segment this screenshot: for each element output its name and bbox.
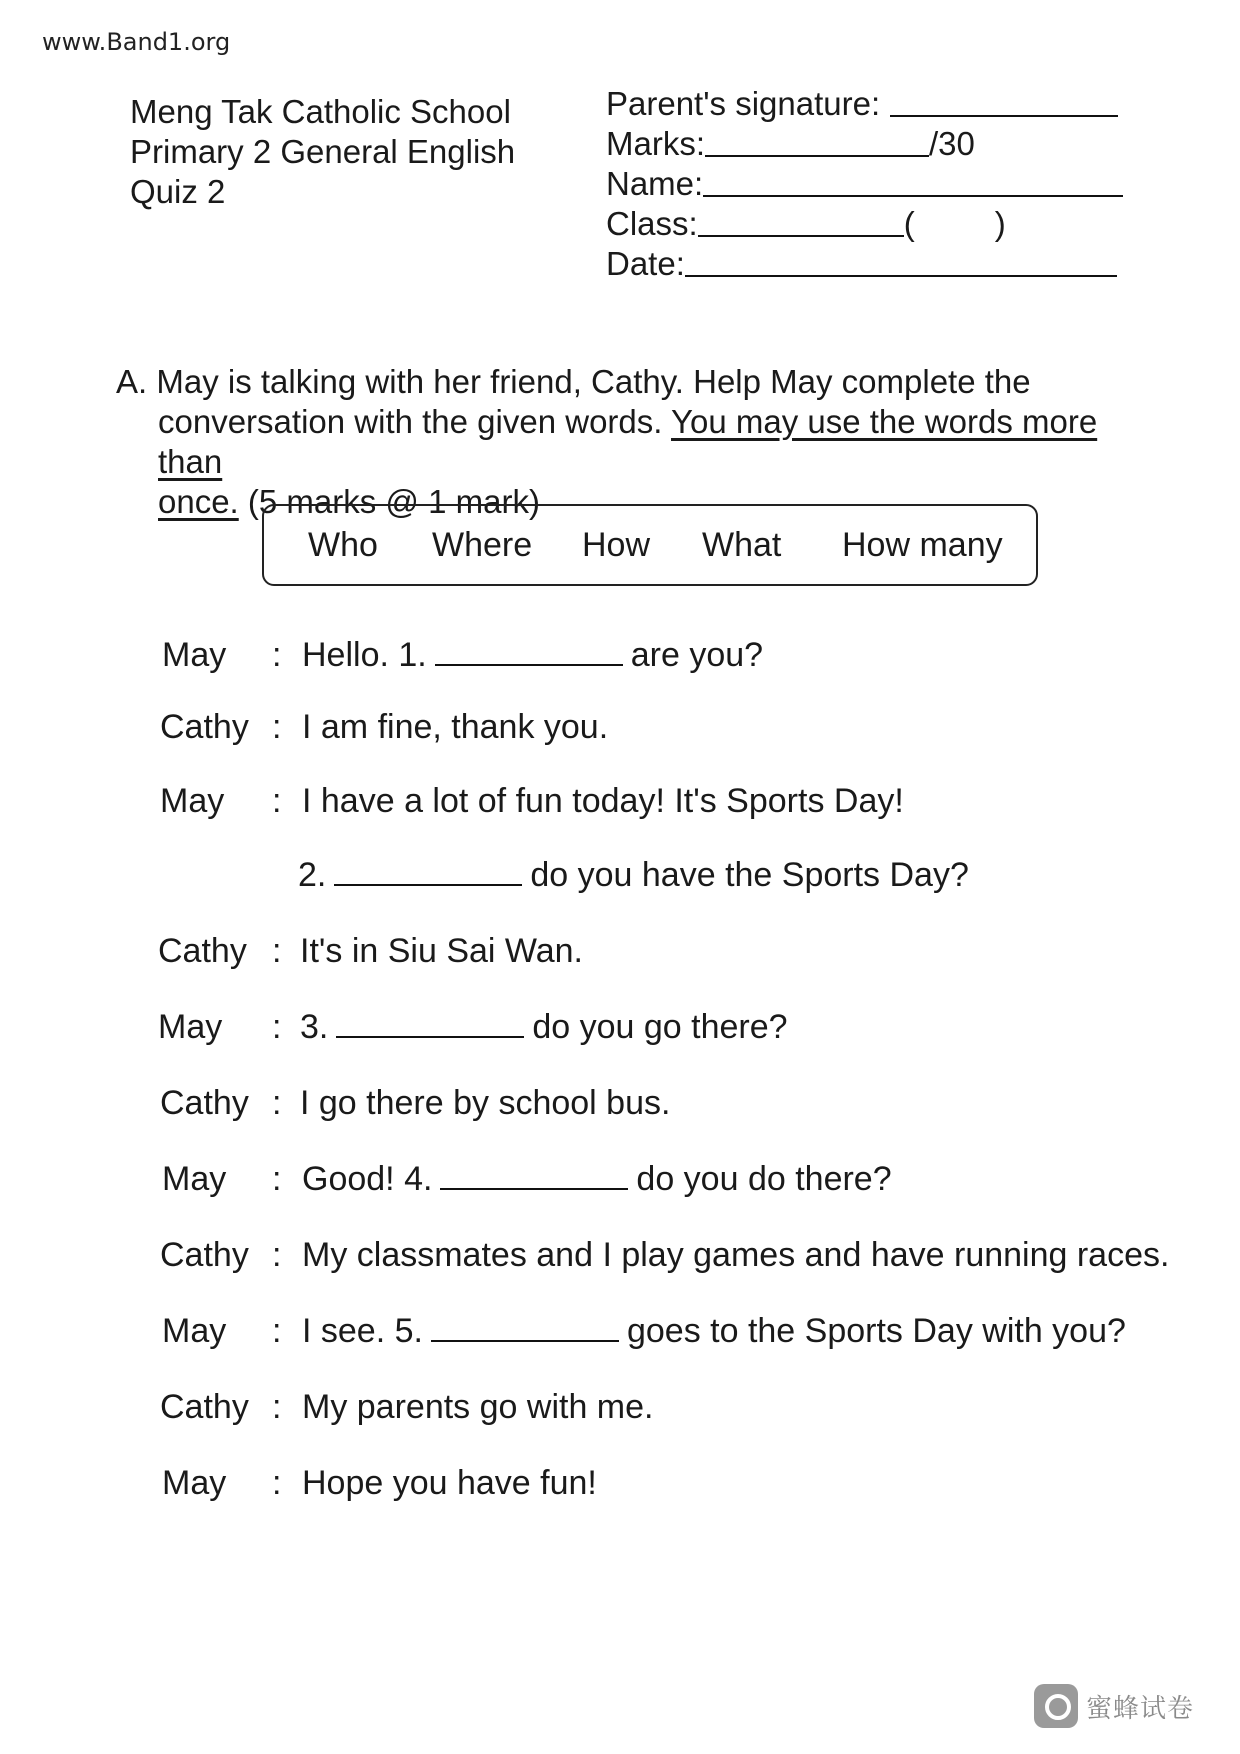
line-text: Hello. 1. bbox=[302, 636, 427, 674]
colon: : bbox=[272, 708, 282, 746]
line-text: are you? bbox=[630, 636, 764, 674]
speaker-name: May bbox=[158, 1008, 223, 1046]
speaker-name: May bbox=[162, 636, 227, 674]
line-text: do you do there? bbox=[636, 1160, 892, 1198]
dialogue-line-12: Hope you have fun! bbox=[302, 1464, 597, 1502]
section-a-instructions bbox=[116, 362, 1126, 522]
line-text: goes to the Sports Day with you? bbox=[626, 1312, 1126, 1350]
dialogue-line-6 bbox=[300, 1008, 788, 1047]
colon: : bbox=[272, 1464, 282, 1502]
colon: : bbox=[272, 932, 282, 970]
word-bank-item: Who bbox=[308, 526, 378, 564]
dialogue-line-8 bbox=[302, 1160, 892, 1199]
class-label: Class: bbox=[606, 205, 698, 242]
subject-name: Primary 2 General English bbox=[130, 133, 516, 170]
word-bank-item: Where bbox=[432, 526, 533, 564]
word-bank-item: How many bbox=[842, 526, 1003, 564]
speaker-name: Cathy bbox=[160, 1084, 249, 1122]
site-url: www.Band1.org bbox=[42, 28, 231, 56]
line-text: do you have the Sports Day? bbox=[530, 856, 969, 894]
class-blank[interactable] bbox=[698, 207, 904, 237]
line-text: 3. bbox=[300, 1008, 329, 1046]
speaker-name: May bbox=[160, 782, 225, 820]
dialogue-line-3: I have a lot of fun today! It's Sports Day! bbox=[302, 782, 904, 820]
colon: : bbox=[272, 1236, 282, 1274]
watermark-logo bbox=[1034, 1684, 1194, 1728]
date-label: Date: bbox=[606, 245, 685, 282]
instruction-text-2: conversation with the given words. bbox=[158, 403, 663, 440]
signature-label: Parent's signature: bbox=[606, 85, 881, 122]
dialogue-line-7: I go there by school bus. bbox=[300, 1084, 671, 1122]
instruction-line-2 bbox=[116, 402, 1126, 482]
speaker-name: May bbox=[162, 1160, 227, 1198]
class-row bbox=[606, 204, 1123, 244]
answer-blank-5[interactable] bbox=[431, 1312, 619, 1342]
colon: : bbox=[272, 636, 282, 674]
speaker-name: Cathy bbox=[158, 932, 247, 970]
signature-row bbox=[606, 84, 1123, 124]
line-text: Good! 4. bbox=[302, 1160, 433, 1198]
class-number-close: ) bbox=[994, 205, 1006, 242]
date-blank[interactable] bbox=[685, 247, 1117, 277]
dialogue-line-2: I am fine, thank you. bbox=[302, 708, 609, 746]
dialogue-line-5: It's in Siu Sai Wan. bbox=[300, 932, 584, 970]
answer-blank-4[interactable] bbox=[440, 1160, 628, 1190]
marks-label: Marks: bbox=[606, 125, 705, 162]
school-name: Meng Tak Catholic School bbox=[130, 93, 511, 130]
speaker-name: Cathy bbox=[160, 708, 249, 746]
colon: : bbox=[272, 1312, 282, 1350]
answer-blank-3[interactable] bbox=[336, 1008, 524, 1038]
dialogue-line-10 bbox=[302, 1312, 1126, 1351]
word-bank-box bbox=[262, 504, 1038, 586]
student-info-fields bbox=[606, 84, 1123, 284]
speaker-name: May bbox=[162, 1312, 227, 1350]
line-text: 2. bbox=[298, 856, 327, 894]
marks-row bbox=[606, 124, 1123, 164]
school-header bbox=[130, 92, 515, 212]
answer-blank-2[interactable] bbox=[334, 856, 522, 886]
colon: : bbox=[272, 1084, 282, 1122]
instruction-underlined-3: once. bbox=[158, 483, 239, 520]
name-label: Name: bbox=[606, 165, 704, 202]
name-row bbox=[606, 164, 1123, 204]
line-text: do you go there? bbox=[532, 1008, 788, 1046]
signature-blank[interactable] bbox=[890, 87, 1118, 117]
dialogue-line-1 bbox=[302, 636, 763, 675]
watermark-text: 蜜蜂试卷 bbox=[1086, 1693, 1195, 1724]
dialogue-line-9: My classmates and I play games and have running races. bbox=[302, 1236, 1170, 1274]
instruction-line-1 bbox=[116, 362, 1126, 402]
colon: : bbox=[272, 1160, 282, 1198]
dialogue-line-4 bbox=[298, 856, 969, 895]
speaker-name: Cathy bbox=[160, 1388, 249, 1426]
marks-blank[interactable] bbox=[705, 127, 929, 157]
section-label: A. bbox=[116, 363, 148, 400]
instruction-underlined-2: You may use the words more than bbox=[158, 403, 1098, 480]
quiz-title: Quiz 2 bbox=[130, 173, 226, 210]
date-row bbox=[606, 244, 1123, 284]
line-text: I see. 5. bbox=[302, 1312, 423, 1350]
colon: : bbox=[272, 1008, 282, 1046]
word-bank-item: How bbox=[582, 526, 651, 564]
answer-blank-1[interactable] bbox=[435, 636, 623, 666]
colon: : bbox=[272, 782, 282, 820]
colon: : bbox=[272, 1388, 282, 1426]
instruction-text-1: May is talking with her friend, Cathy. Help May complete the bbox=[156, 363, 1031, 400]
bee-logo-icon bbox=[1034, 1684, 1078, 1728]
speaker-name: May bbox=[162, 1464, 227, 1502]
class-number-open: ( bbox=[903, 205, 915, 242]
dialogue-line-11: My parents go with me. bbox=[302, 1388, 654, 1426]
word-bank-item: What bbox=[702, 526, 782, 564]
name-blank[interactable] bbox=[703, 167, 1123, 197]
speaker-name: Cathy bbox=[160, 1236, 249, 1274]
marks-total: /30 bbox=[929, 125, 975, 162]
marks-allocation: (5 marks @ 1 mark) bbox=[247, 483, 540, 520]
